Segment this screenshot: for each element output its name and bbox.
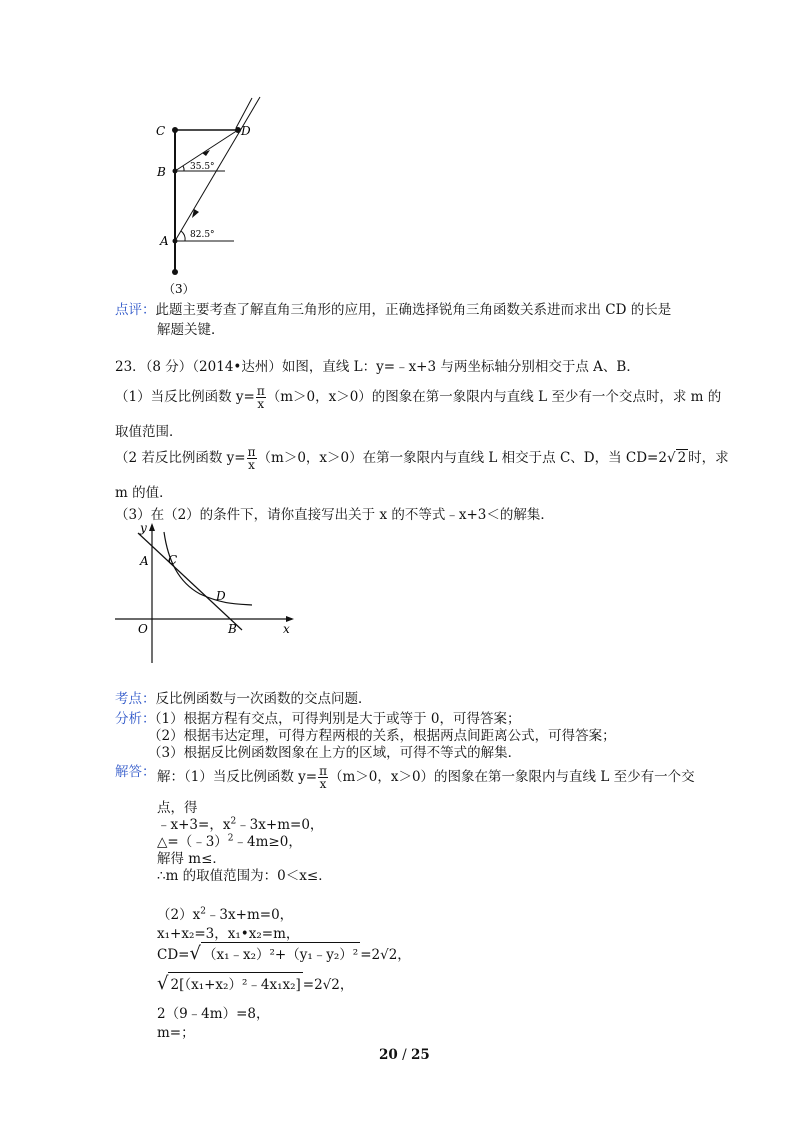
jieda-line-7 <box>157 903 293 923</box>
frac-denominator: x <box>248 458 255 472</box>
q23-p2-root-coef: 2 <box>658 450 667 466</box>
comment-line-1: 此题主要考查了解直角三角形的应用，正确选择锐角三角函数关系进而求出 CD 的长是 <box>155 302 672 318</box>
kaodian-text: 反比例函数与一次函数的交点问题． <box>155 691 372 707</box>
jieda-l10-radicand: 2[（x₁+x₂）²﹣4x₁x₂] <box>168 972 302 993</box>
graph-label-o: O <box>138 622 148 636</box>
jieda-line-8: x₁+x₂=3，x₁•x₂=m， <box>157 926 300 942</box>
fig3-label-d: D <box>241 124 251 138</box>
q23-part3: （3）在（2）的条件下，请你直接写出关于 x 的不等式﹣x+3＜的解集． <box>115 507 554 523</box>
jieda-l4-post: ﹣4m≥0， <box>233 834 302 850</box>
fenxi-tag: 分析： <box>115 711 156 727</box>
q23-part1 <box>115 385 721 410</box>
jieda-line-10 <box>157 972 353 994</box>
sqrt-sign: √ <box>666 450 676 466</box>
q23-p2-post: 时，求 <box>688 450 729 466</box>
fenxi-item-1: （1）根据方程有交点，可得判别是大于或等于 0，可得答案； <box>148 711 521 727</box>
page-sep: / <box>397 1047 411 1063</box>
jieda-l4-pre: △=（﹣3） <box>157 834 228 850</box>
graph-label-d: D <box>216 589 226 603</box>
frac-denominator: x <box>257 397 265 411</box>
jieda-l1-post: （m＞0，x＞0）的图象在第一象限内与直线 L 至少有一个交 <box>328 769 695 785</box>
graph-label-a: A <box>140 554 149 568</box>
graph-label-x: x <box>283 622 290 636</box>
graph-label-c: C <box>168 553 178 567</box>
fenxi-item-2: （2）根据韦达定理，可得方程两根的关系，根据两点间距离公式，可得答案； <box>148 728 616 744</box>
jieda-l4-sup: 2 <box>227 833 234 844</box>
jieda-line-11: 2（9﹣4m）=8， <box>157 1006 270 1022</box>
q23-p2-root-val: 2 <box>677 450 687 466</box>
q23-p2-fraction <box>247 446 257 471</box>
jieda-l7-post: ﹣3x+m=0， <box>205 907 294 923</box>
jieda-line-5: 解得 m≤． <box>157 851 226 867</box>
comment-tag: 点评： <box>115 302 156 318</box>
jieda-line-12: m=； <box>157 1025 195 1041</box>
fig3-label-c: C <box>156 124 166 138</box>
q23-part2 <box>115 446 729 471</box>
kaodian-block <box>115 687 372 707</box>
jieda-fraction <box>318 765 328 790</box>
jieda-l9-pre: CD= <box>157 947 190 963</box>
comment-line-2: 解题关键． <box>157 322 225 338</box>
fig3-angle-a: 82.5° <box>190 230 215 240</box>
q23-p2-mid: （m＞0，x＞0）在第一象限内与直线 L 相交于点 C、D，当 CD= <box>257 450 659 466</box>
jieda-line-6: ∴m 的取值范围为：0＜x≤． <box>157 868 332 884</box>
q23-p1-line2: 取值范围． <box>115 424 183 440</box>
q23-p1-fraction <box>256 385 266 410</box>
jieda-l9-radicand: （x₁﹣x₂）²+（y₁﹣y₂）² <box>201 942 360 963</box>
jieda-l3-pre: ﹣x+3=，x <box>157 817 231 833</box>
function-graph <box>110 520 300 670</box>
frac-denominator: x <box>319 777 327 791</box>
q23-p1-pre: （1）当反比例函数 y= <box>115 389 255 405</box>
kaodian-tag: 考点： <box>115 691 156 707</box>
sqrt-sign: √ <box>189 943 201 964</box>
sqrt-sign: √ <box>157 973 169 994</box>
jieda-line-9 <box>157 942 411 964</box>
q23-p2-line2: m 的值． <box>115 485 173 501</box>
fig3-label-b: B <box>157 165 166 179</box>
graph-label-b: B <box>228 622 237 636</box>
jieda-line-1 <box>157 765 695 790</box>
q23-p1-post: （m＞0，x＞0）的图象在第一象限内与直线 L 至少有一个交点时，求 m 的 <box>266 389 722 405</box>
q23-header: 23．（8 分）（2014•达州）如图，直线 L：y=﹣x+3 与两坐标轴分别相交于点 A、B． <box>115 359 640 375</box>
page-current: 20 <box>379 1047 398 1063</box>
jieda-l1-pre: 解：（1）当反比例函数 y= <box>157 769 318 785</box>
q23-p2-pre: （2 若反比例函数 y= <box>115 450 246 466</box>
jieda-l9-post: =2√2， <box>360 947 411 963</box>
frac-numerator: π <box>256 384 265 398</box>
page-number <box>379 1047 430 1063</box>
jieda-tag: 解答： <box>115 764 156 780</box>
frac-numerator: π <box>247 445 256 459</box>
fig3-label-a: A <box>160 234 169 248</box>
fig3-caption: （3） <box>163 282 195 296</box>
jieda-l3-sup: 2 <box>230 816 237 827</box>
comment-line-2-wrap <box>157 318 225 338</box>
comment-block <box>115 298 671 318</box>
graph-label-y: y <box>140 521 147 535</box>
fenxi-item-3: （3）根据反比例函数图象在上方的区域，可得不等式的解集． <box>148 745 522 761</box>
frac-numerator: π <box>319 764 327 778</box>
jieda-l7-pre: （2）x <box>157 907 201 923</box>
jieda-line-2: 点，得 <box>157 800 198 816</box>
figure-3-diagram <box>150 92 280 302</box>
fig3-angle-b: 35.5° <box>190 162 215 172</box>
jieda-l3-post: ﹣3x+m=0， <box>236 817 324 833</box>
jieda-l7-sup: 2 <box>200 906 206 917</box>
jieda-l10-post: =2√2， <box>302 977 354 993</box>
page-total: 25 <box>410 1047 430 1063</box>
